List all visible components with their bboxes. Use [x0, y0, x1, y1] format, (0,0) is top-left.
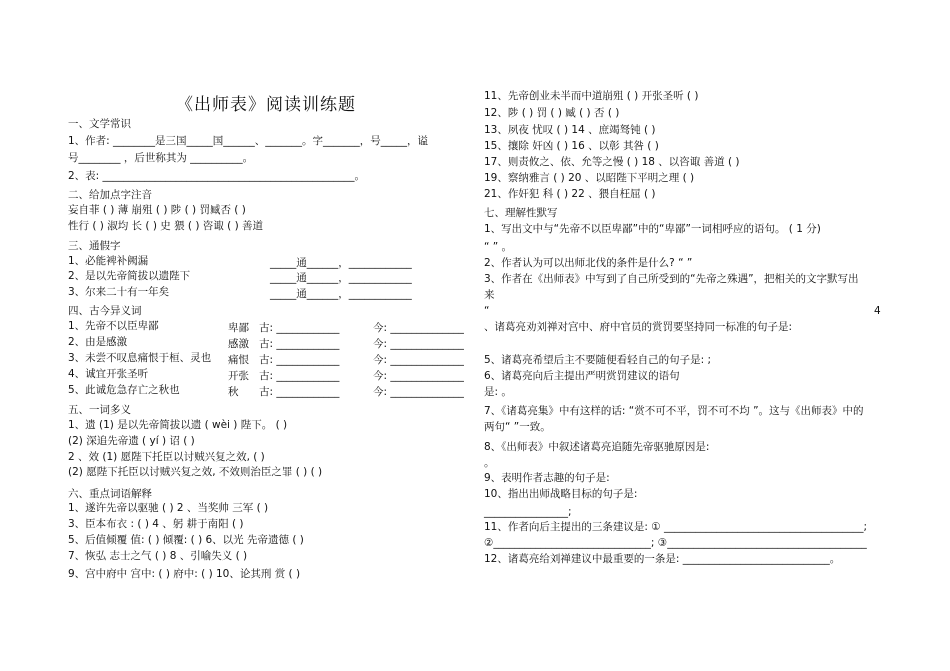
left-line-25: 3、臣本布衣 : ( ) 4 、躬 耕于南阳 ( )	[68, 518, 244, 530]
left-line-13-jin: 今: ______________	[373, 322, 464, 334]
right-line-27: 11、作者向后主提出的三条建议是: ① ______________________________________;	[484, 521, 868, 533]
right-line-1: 11、先帝创业未半而中道崩殂 ( ) 开张圣听 ( )	[484, 90, 699, 102]
left-line-7: 性行 ( ) 淑均 长 ( ) 史 猥 ( ) 咨诹 ( ) 善道	[68, 220, 263, 232]
left-line-14-gu: 古: ____________	[259, 338, 340, 350]
right-line-15: 、诸葛亮劝刘禅对宫中、府中官员的赏罚要坚持同一标准的句子是:	[484, 321, 793, 333]
right-line-3: 13、夙夜 忧叹 ( ) 14 、庶竭驽钝 ( )	[484, 124, 656, 136]
worksheet-title: 《出师表》阅读训练题	[176, 95, 356, 115]
left-line-14-word: 感激	[228, 338, 249, 350]
left-line-14: 2、由是感激	[68, 336, 128, 348]
right-line-9: 1、写出文中与“先帝不以臣卑鄙”中的“卑鄙”一词相呼应的语句。 ( 1 分)	[484, 223, 821, 235]
left-line-26: 5、后值倾覆 值: ( ) 倾覆: ( ) 6、以光 先帝遗德 ( )	[68, 534, 304, 546]
right-line-17: 5、诸葛亮希望后主不要随便看轻自己的句子是: ;	[484, 354, 712, 366]
right-line-4: 15、攘除 奸凶 ( ) 16 、以彰 其咎 ( )	[484, 140, 659, 152]
left-line-20: (2) 深追先帝遗 ( yí ) 诏 ( )	[68, 435, 195, 447]
right-line-29: 12、诸葛亮给刘禅建议中最重要的一条是: ____________________________。	[484, 553, 841, 565]
left-line-15-gu: 古: ____________	[259, 354, 340, 366]
left-line-15-jin: 今: ______________	[373, 354, 464, 366]
right-line-2: 12、陟 ( ) 罚 ( ) 臧 ( ) 否 ( )	[484, 107, 620, 119]
left-line-28: 9、宫中府中 宫中: ( ) 府中: ( ) 10、论其刑 赏 ( )	[68, 568, 301, 580]
left-line-10-answer: _____通______，____________	[270, 272, 412, 284]
left-line-5: 二、给加点字注音	[68, 189, 152, 201]
left-line-22: (2) 愿陛下托臣以讨贼兴复之效, 不效则治臣之罪 ( ) ( )	[68, 466, 323, 478]
left-line-13-gu: 古: ____________	[259, 322, 340, 334]
left-line-16: 4、诚宜开张圣听	[68, 368, 149, 380]
left-line-18: 五、一词多义	[68, 404, 131, 416]
right-line-8: 七、理解性默写	[484, 207, 558, 219]
left-line-16-jin: 今: ______________	[373, 370, 464, 382]
right-line-24: 9、表明作者志趣的句子是:	[484, 472, 610, 484]
left-line-1: 一、文学常识	[68, 118, 131, 130]
left-line-13: 1、先帝不以臣卑鄙	[68, 320, 159, 332]
left-line-11-answer: _____通______，____________	[270, 288, 412, 300]
right-line-10: “ ” 。	[484, 241, 513, 253]
right-line-23: 。	[484, 457, 495, 469]
right-line-26: ________________;	[484, 506, 572, 518]
left-line-17-jin: 今: ______________	[373, 386, 464, 398]
left-line-15-word: 痛恨	[228, 354, 249, 366]
left-line-9: 1、必能裨补阙漏	[68, 255, 149, 267]
right-line-14-answer: 4	[874, 305, 881, 317]
right-line-19: 是: 。	[484, 386, 512, 398]
right-line-5: 17、则责攸之、依、允等之慢 ( ) 18 、以咨诹 善道 ( )	[484, 156, 740, 168]
left-line-17: 5、此诚危急存亡之秋也	[68, 384, 180, 396]
left-line-16-gu: 古: ____________	[259, 370, 340, 382]
right-line-13: 来	[484, 289, 495, 301]
right-line-14: “	[484, 305, 490, 317]
right-line-18: 6、诸葛亮向后主提出严明赏罚建议的语句	[484, 370, 680, 382]
right-line-6: 19、察纳雅言 ( ) 20 、以昭陛下平明之理 ( )	[484, 172, 695, 184]
right-line-22: 8、《出师表》中叙述诸葛亮追随先帝驱驰原因是:	[484, 441, 710, 453]
right-line-25: 10、指出出师战略目标的句子是:	[484, 488, 638, 500]
left-line-12: 四、古今异义词	[68, 305, 142, 317]
left-line-17-gu: 古: ____________	[259, 386, 340, 398]
left-line-21: 2 、效 (1) 愿陛下托臣以讨贼兴复之效, ( )	[68, 451, 265, 463]
left-line-8: 三、通假字	[68, 240, 121, 252]
left-line-15: 3、未尝不叹息痛恨于桓、灵也	[68, 352, 212, 364]
left-line-9-answer: _____通______，____________	[270, 257, 412, 269]
left-line-19: 1、遗 (1) 是以先帝简拔以遗 ( wèi ) 陛下。 ( )	[68, 419, 288, 431]
left-line-4: 2、表: ________________________________________________。	[68, 170, 366, 182]
right-line-20: 7、《诸葛亮集》中有这样的话: “赏不可不平，罚不可不均 ”。这与《出师表》中的	[484, 405, 864, 417]
right-line-28: ②______________________________; ③______________________________________	[484, 537, 867, 549]
left-line-14-jin: 今: ______________	[373, 338, 464, 350]
left-line-11: 3、尔来二十有一年矣	[68, 286, 170, 298]
left-line-17-word: 秋	[228, 386, 239, 398]
left-line-16-word: 开张	[228, 370, 249, 382]
right-line-7: 21、作奸犯 科 ( ) 22 、猥自枉屈 ( )	[484, 188, 656, 200]
left-line-23: 六、重点词语解释	[68, 488, 152, 500]
right-line-11: 2、作者认为可以出师北伐的条件是什么? “ ”	[484, 257, 693, 269]
left-line-24: 1、遂许先帝以驱驰 ( ) 2 、当奖帅 三军 ( )	[68, 502, 269, 514]
left-line-13-word: 卑鄙	[228, 322, 249, 334]
left-line-3: 号________ ，后世称其为 __________。	[68, 152, 254, 164]
left-line-10: 2、是以先帝简拔以遗陛下	[68, 270, 191, 282]
left-line-2: 1、作者: ________是三国_____国______、_______。字_______，号_____，谥	[68, 135, 429, 147]
right-line-21: 两句“ ”一致。	[484, 421, 551, 433]
left-line-6: 妄自菲 ( ) 薄 崩殂 ( ) 陟 ( ) 罚臧否 ( )	[68, 204, 246, 216]
right-line-12: 3、作者在《出师表》中写到了自己所受到的“先帝之殊遇”，把相关的文字默写出	[484, 273, 859, 285]
left-line-27: 7、恢弘 志士之气 ( ) 8 、引喻失义 ( )	[68, 550, 248, 562]
